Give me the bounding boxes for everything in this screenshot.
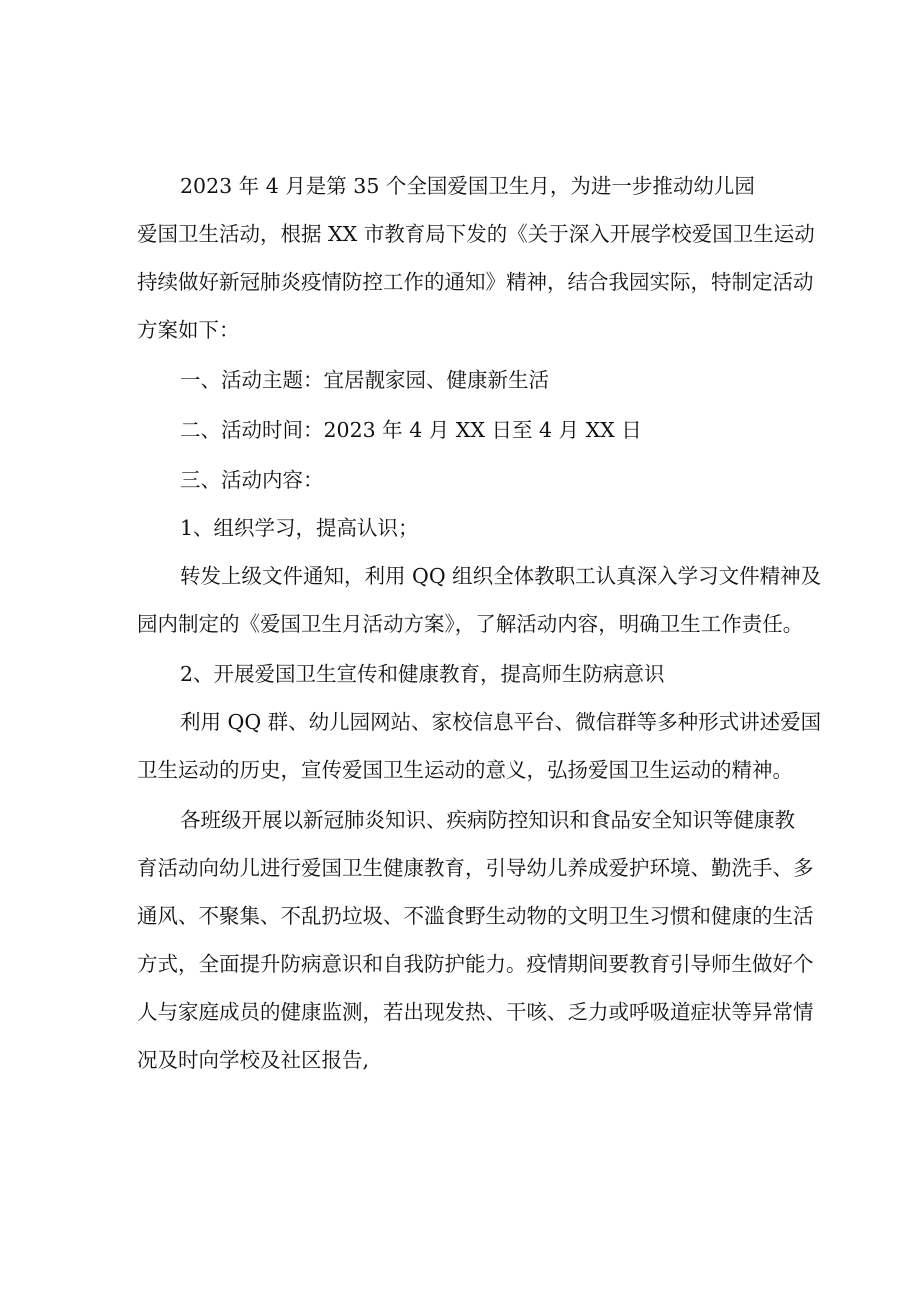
section-content-heading: 三、活动内容： bbox=[180, 468, 324, 492]
subsection-2-heading: 2、开展爱国卫生宣传和健康教育，提高师生防病意识 bbox=[180, 662, 665, 686]
paragraph-intro-line-1: 2023 年 4 月是第 35 个全国爱国卫生月，为进一步推动幼儿园 bbox=[180, 174, 755, 198]
paragraph-study-line-1: 转发上级文件通知，利用 QQ 组织全体教职工认真深入学习文件精神及 bbox=[180, 564, 822, 588]
paragraph-publicity-line-2: 卫生运动的历史，宣传爱国卫生运动的意义，弘扬爱国卫生运动的精神。 bbox=[137, 758, 793, 782]
paragraph-classes-line-5: 人与家庭成员的健康监测，若出现发热、干咳、乏力或呼吸道症状等异常情 bbox=[137, 1000, 814, 1024]
paragraph-study-line-2: 园内制定的《爱国卫生月活动方案》，了解活动内容，明确卫生工作责任。 bbox=[137, 612, 804, 636]
paragraph-intro-line-4: 方案如下： bbox=[137, 318, 240, 342]
section-theme: 一、活动主题：宜居靓家园、健康新生活 bbox=[180, 368, 549, 392]
paragraph-classes-line-3: 通风、不聚集、不乱扔垃圾、不滥食野生动物的文明卫生习惯和健康的生活 bbox=[137, 904, 814, 928]
paragraph-classes-line-6: 况及时向学校及社区报告, bbox=[137, 1048, 370, 1072]
paragraph-publicity-line-1: 利用 QQ 群、幼儿园网站、家校信息平台、微信群等多种形式讲述爱国 bbox=[180, 710, 822, 734]
section-time: 二、活动时间：2023 年 4 月 XX 日至 4 月 XX 日 bbox=[180, 418, 642, 442]
paragraph-classes-line-1: 各班级开展以新冠肺炎知识、疾病防控知识和食品安全知识等健康教 bbox=[180, 808, 795, 832]
subsection-1-heading: 1、组织学习，提高认识； bbox=[180, 516, 419, 540]
paragraph-intro-line-3: 持续做好新冠肺炎疫情防控工作的通知》精神，结合我园实际，特制定活动 bbox=[137, 270, 814, 294]
paragraph-classes-line-4: 方式，全面提升防病意识和自我防护能力。疫情期间要教育引导师生做好个 bbox=[137, 952, 814, 976]
paragraph-intro-line-2: 爱国卫生活动，根据 XX 市教育局下发的《关于深入开展学校爱国卫生运动 bbox=[137, 222, 815, 246]
paragraph-classes-line-2: 育活动向幼儿进行爱国卫生健康教育，引导幼儿养成爱护环境、勤洗手、多 bbox=[137, 856, 814, 880]
